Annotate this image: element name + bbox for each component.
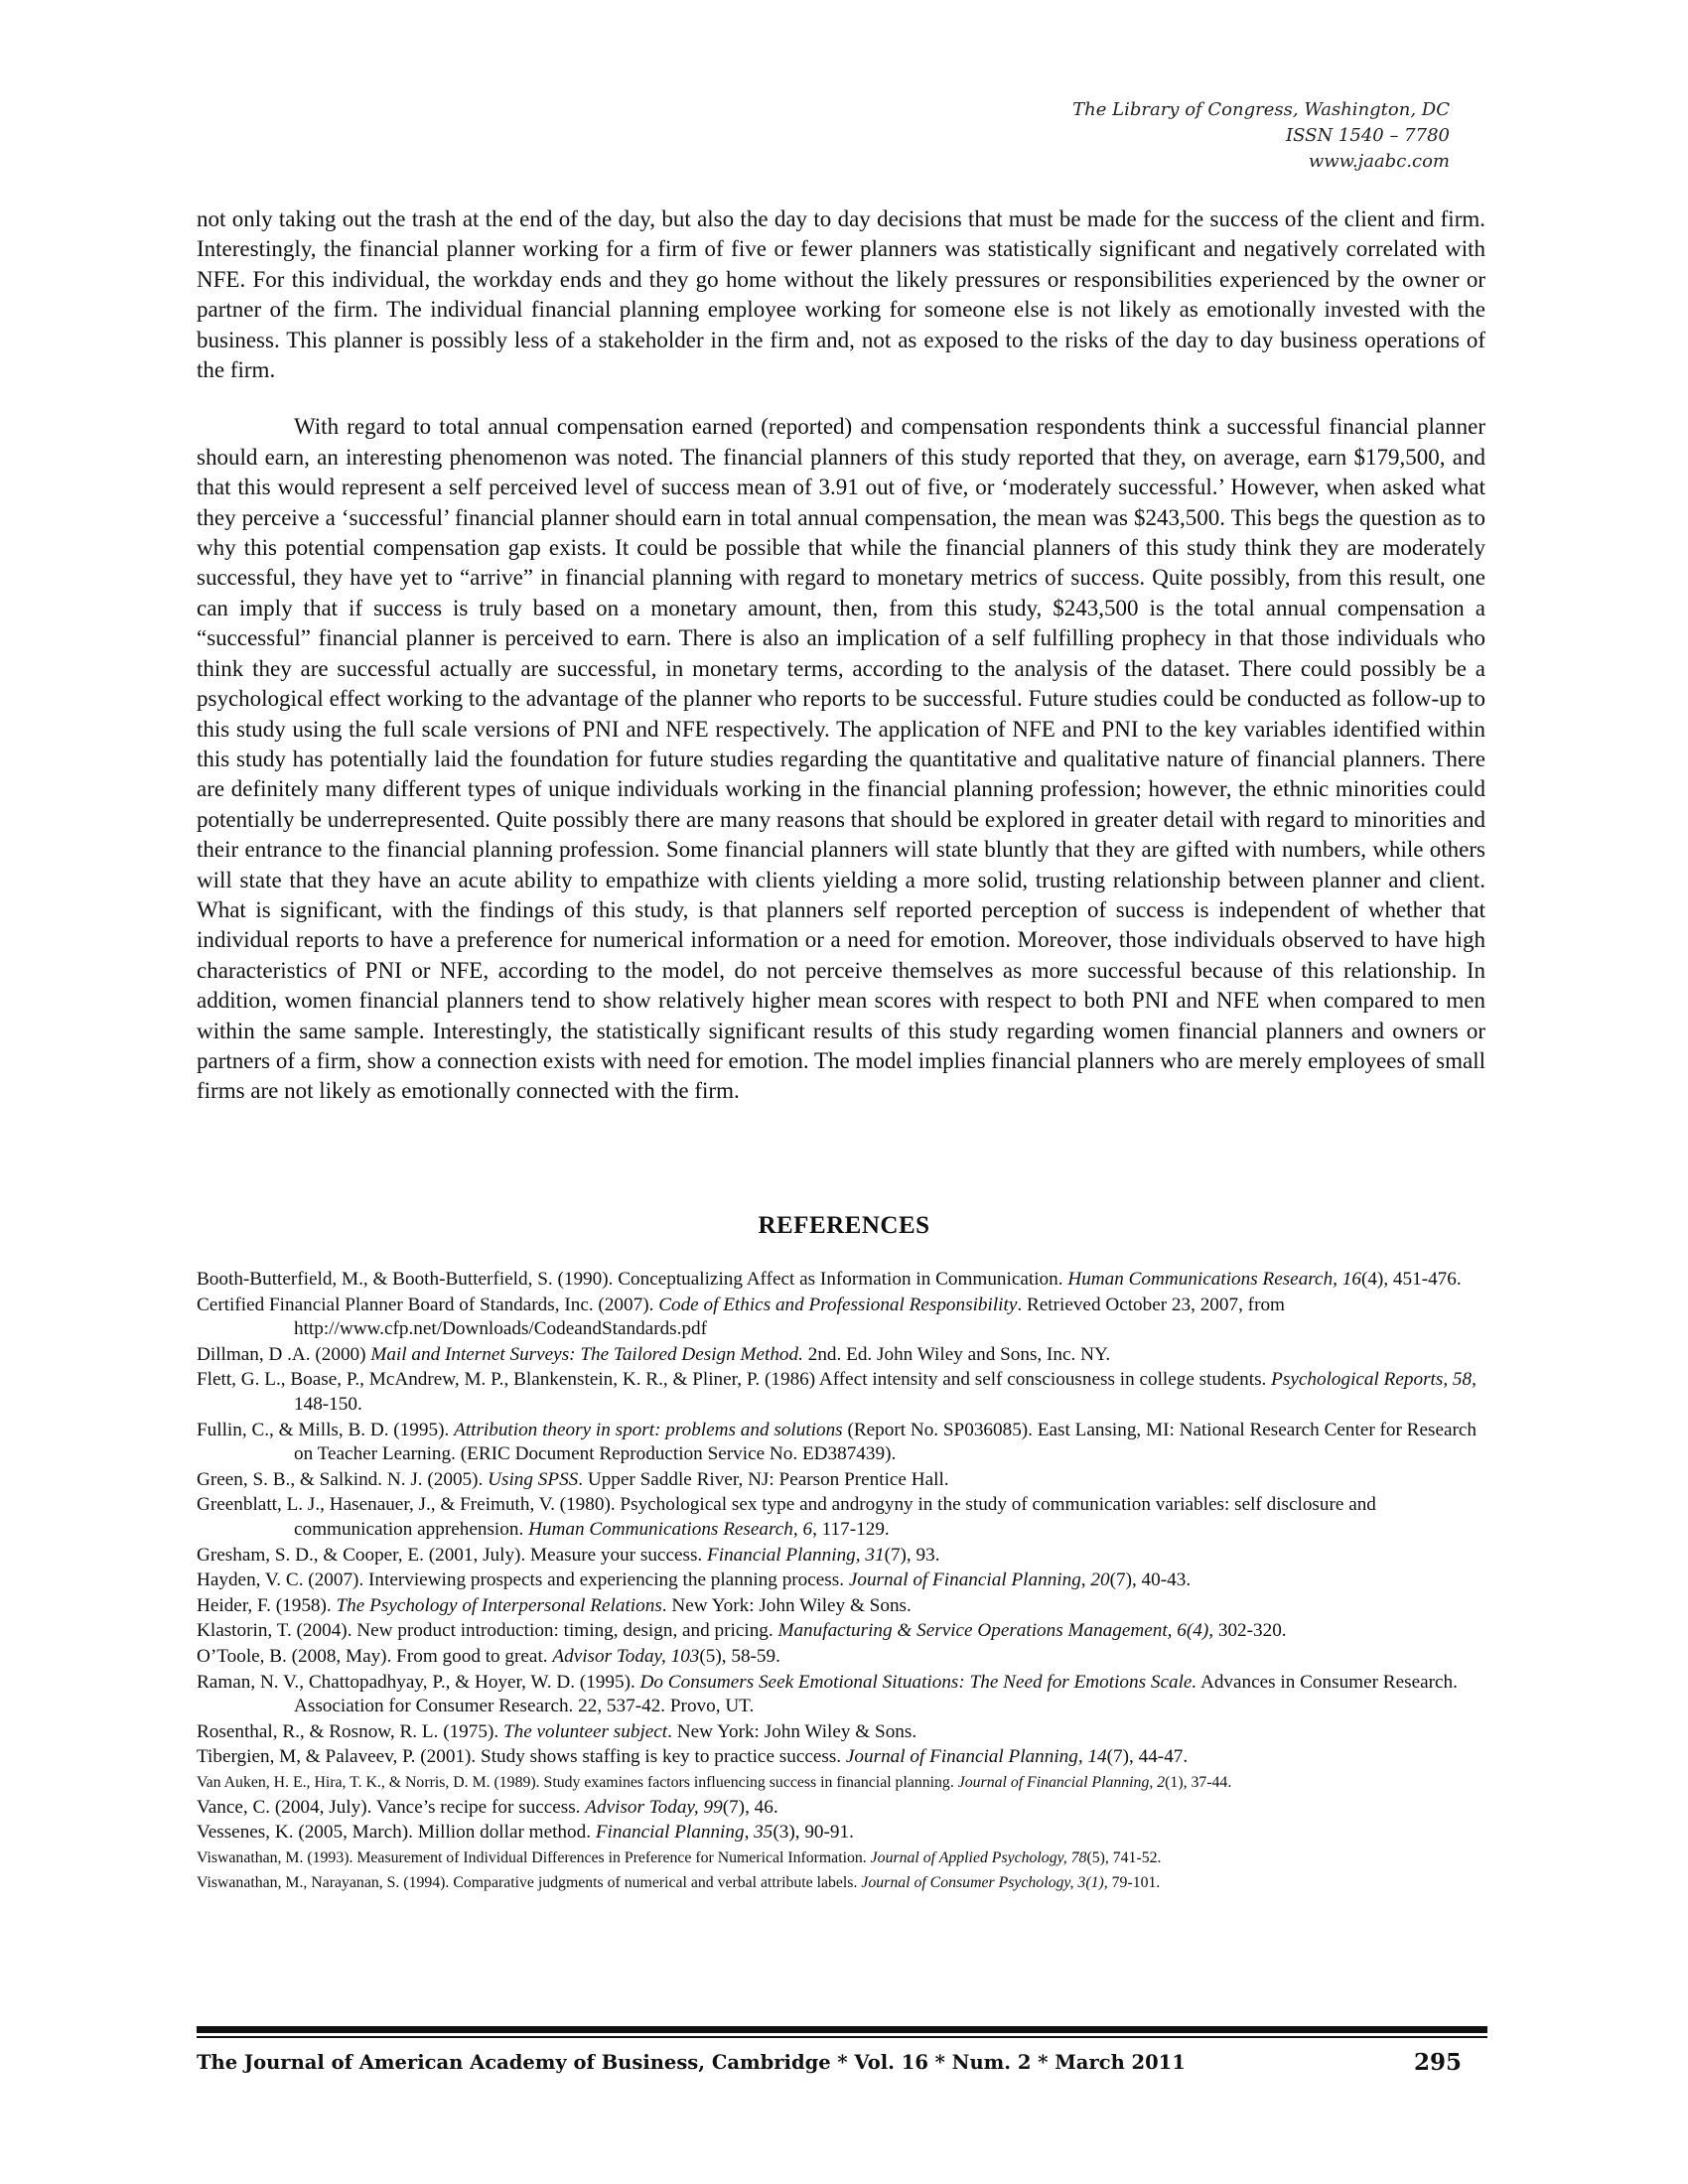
reference-item: Heider, F. (1958). The Psychology of Interpersonal Relations. New York: John Wiley & Sons.	[197, 1594, 912, 1616]
reference-item: Van Auken, H. E., Hira, T. K., & Norris, D. M. (1989). Study examines factors influencing success in financial planning. Journal of Financial Planning, 2(1), 37-44.	[197, 1773, 1232, 1791]
reference-item: Dillman, D .A. (2000) Mail and Internet Surveys: The Tailored Design Method. 2nd. Ed. John Wiley and Sons, Inc. NY.	[197, 1343, 1111, 1365]
reference-item: Vessenes, K. (2005, March). Million dollar method. Financial Planning, 35(3), 90-91.	[197, 1822, 854, 1843]
header-website: www.jaabc.com	[1308, 151, 1450, 172]
reference-item: Green, S. B., & Salkind. N. J. (2005). Using SPSS. Upper Saddle River, NJ: Pearson Prentice Hall.	[197, 1468, 949, 1490]
footer-rule-thick	[197, 2026, 1487, 2033]
reference-item: Booth-Butterfield, M., & Booth-Butterfield, S. (1990). Conceptualizing Affect as Information in Communication. Human Communications Research, 16(4), 451-476.	[197, 1269, 1462, 1290]
body-paragraph-1: not only taking out the trash at the end of the day, but also the day to day decisions that must be made for the success of the client and firm. Interestingly, the financial planner working for a firm of five or fewer planners was statistically significant and negatively correlated with NFE. For this individual, the workday ends and they go home without the likely pressures or responsibilities experienced by the owner or partner of the firm. The individual financial planning employee working for someone else is not likely as emotionally invested with the business. This planner is possibly less of a stakeholder in the firm and, not as exposed to the risks of the day to day business operations of the firm.	[197, 206, 1485, 383]
footer-journal-citation: The Journal of American Academy of Business, Cambridge * Vol. 16 * Num. 2 * March 2011	[197, 2051, 1186, 2074]
body-paragraph-2: With regard to total annual compensation earned (reported) and compensation respondents think a successful financial planner should earn, an interesting phenomenon was noted. The financial planners of this study reported that they, on average, earn $179,500, and that this would represent a self perceived level of success mean of 3.91 out of five, or ‘moderately successful.’ However, when asked what they perceive a ‘successful’ financial planner should earn in total annual compensation, the mean was $243,500. This begs the question as to why this potential compensation gap exists. It could be possible that while the financial planners of this study think they are moderately successful, they have yet to “arrive” in financial planning with regard to monetary metrics of success. Quite possibly, from this result, one can imply that if success is truly based on a monetary amount, then, from this study, $243,500 is the total annual compensation a “successful” financial planner is perceived to earn. There is also an implication of a self fulfilling prophecy in that those individuals who think they are successful actually are successful, in monetary terms, according to the analysis of the dataset. There could possibly be a psychological effect working to the advantage of the planner who reports to be successful. Future studies could be conducted as follow-up to this study using the full scale versions of PNI and NFE respectively. The application of NFE and PNI to the key variables identified within this study has potentially laid the foundation for future studies regarding the quantitative and qualitative nature of financial planners. There are definitely many different types of unique individuals working in the financial planning profession; however, the ethnic minorities could potentially be underrepresented. Quite possibly there are many reasons that should be explored in greater detail with regard to minorities and their entrance to the financial planning profession. Some financial planners will state bluntly that they are gifted with numbers, while others will state that they have an acute ability to empathize with clients yielding a more solid, trusting relationship between planner and client. What is significant, with the findings of this study, is that planners self reported perception of success is independent of whether that individual reports to have a preference for numerical information or a need for emotion. Moreover, those individuals observed to have high characteristics of PNI or NFE, according to the model, do not perceive themselves as more successful because of this relationship. In addition, women financial planners tend to show relatively higher mean scores with respect to both PNI and NFE when compared to men within the same sample. Interestingly, the statistically significant results of this study regarding women financial planners and owners or partners of a firm, show a connection exists with need for emotion. The model implies financial planners who are merely employees of small firms are not likely as emotionally connected with the firm.	[197, 414, 1485, 1104]
reference-item: Gresham, S. D., & Cooper, E. (2001, July). Measure your success. Financial Planning, 31(7), 93.	[197, 1544, 940, 1566]
reference-item: Fullin, C., & Mills, B. D. (1995). Attribution theory in sport: problems and solutions (Report No. SP036085). East Lansing, MI: National Research Center for Research on Teacher Learning. (ERIC Document Reproduction Service No. ED387439).	[197, 1419, 1477, 1465]
reference-item: Vance, C. (2004, July). Vance’s recipe for success. Advisor Today, 99(7), 46.	[197, 1796, 778, 1818]
reference-item: Tibergien, M, & Palaveev, P. (2001). Study shows staffing is key to practice success. Journal of Financial Planning, 14(7), 44-47.	[197, 1746, 1189, 1768]
reference-item: Viswanathan, M., Narayanan, S. (1994). Comparative judgments of numerical and verbal attribute labels. Journal of Consumer Psychology, 3(1), 79-101.	[197, 1874, 1161, 1892]
header-issn: ISSN 1540 – 7780	[1286, 125, 1450, 146]
header-publisher: The Library of Congress, Washington, DC	[1072, 99, 1450, 120]
reference-item: Klastorin, T. (2004). New product introduction: timing, design, and pricing. Manufacturing & Service Operations Management, 6(4), 302-320.	[197, 1620, 1287, 1642]
reference-list	[197, 1268, 1497, 1896]
references-heading: REFERENCES	[758, 1212, 930, 1239]
reference-item: Certified Financial Planner Board of Standards, Inc. (2007). Code of Ethics and Professional Responsibility. Retrieved October 23, 2007, from http://www.cfp.net/Downloads/CodeandStandards.pdf	[197, 1294, 1285, 1340]
reference-item: Raman, N. V., Chattopadhyay, P., & Hoyer, W. D. (1995). Do Consumers Seek Emotional Situations: The Need for Emotions Scale. Advances in Consumer Research. Association for Consumer Research. 22, 537-42. Provo, UT.	[197, 1671, 1458, 1717]
running-header	[755, 97, 1450, 175]
reference-item: Rosenthal, R., & Rosnow, R. L. (1975). The volunteer subject. New York: John Wiley & Sons.	[197, 1720, 917, 1742]
reference-item: Viswanathan, M. (1993). Measurement of Individual Differences in Preference for Numerical Information. Journal of Applied Psychology, 78(5), 741-52.	[197, 1849, 1162, 1867]
reference-item: Hayden, V. C. (2007). Interviewing prospects and experiencing the planning process. Journal of Financial Planning, 20(7), 40-43.	[197, 1570, 1192, 1591]
footer-rule-thin	[197, 2036, 1487, 2038]
reference-item: Greenblatt, L. J., Hasenauer, J., & Freimuth, V. (1980). Psychological sex type and androgyny in the study of communication variables: self disclosure and communication apprehension. Human Communications Research, 6, 117-129.	[197, 1494, 1376, 1540]
reference-item: O’Toole, B. (2008, May). From good to great. Advisor Today, 103(5), 58-59.	[197, 1645, 780, 1667]
page-number: 295	[1413, 2049, 1462, 2076]
reference-item: Flett, G. L., Boase, P., McAndrew, M. P., Blankenstein, K. R., & Pliner, P. (1986) Affect intensity and self consciousness in college students. Psychological Reports, 58, 148-150.	[197, 1369, 1477, 1415]
article-body	[197, 205, 1485, 1107]
